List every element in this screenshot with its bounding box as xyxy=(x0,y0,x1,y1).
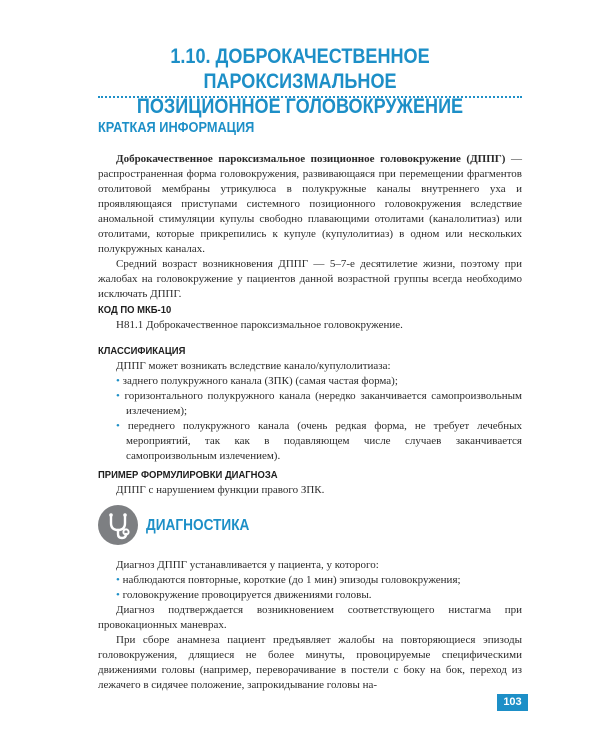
example-body xyxy=(98,483,522,498)
list-item-text: переднего полукружного канала (очень редкая форма, не требует лечебных мероприятий, так как в подавляющем числе случаев заканчивается самопроизвольным излечением). xyxy=(126,420,523,462)
icd-body xyxy=(98,318,522,333)
confirm-paragraph: Диагноз подтверждается возникновением соответствующего нистагма при провокационных маневрах. xyxy=(98,604,522,631)
list-item-text: головокружение провоцируется движениями головы. xyxy=(122,589,372,601)
example-text: ДППГ с нарушением функции правого ЗПК. xyxy=(116,484,325,496)
bullet-icon: • xyxy=(116,589,120,601)
definition-text: — распространенная форма головокружения, развивающаяся при перемещении фрагментов отолитовой мембраны утрикулюса в полукружные каналы внутреннего уха и проявляющаяся приступами системного позиционного головокружения вследствие аномальной стимуляции купулы свободно плавающими отолитами (каналолитиаз) или отолитами, которые прикрепились к купуле (купулолитиаз) в одном или нескольких полукружных каналах. xyxy=(98,153,522,255)
chapter-title-line-1: 1.10. ДОБРОКАЧЕСТВЕННОЕ ПАРОКСИЗМАЛЬНОЕ xyxy=(170,45,430,93)
bullet-icon: • xyxy=(116,375,120,387)
summary-body xyxy=(98,152,522,302)
anamnesis-paragraph: При сборе анамнеза пациент предъявляет жалобы на повторяющиеся эпизоды головокружения, длящиеся не более минуты, провоцируемые специфическими движениями головы (например, переворачивание в постели с боку на бок, переход из лежачего в сидячее положение, запрокидывание головы на- xyxy=(98,634,522,691)
title-divider xyxy=(98,96,522,98)
page-number: 103 xyxy=(497,694,528,711)
classification-intro: ДППГ может возникать вследствие канало/купулолитиаза: xyxy=(116,360,391,372)
list-item-text: горизонтального полукружного канала (нередко заканчивается самопроизвольным излечением); xyxy=(124,390,522,417)
diagnostics-heading: ДИАГНОСТИКА xyxy=(146,517,250,534)
stethoscope-icon xyxy=(98,505,138,545)
example-heading: ПРИМЕР ФОРМУЛИРОВКИ ДИАГНОЗА xyxy=(98,469,278,481)
list-item-text: наблюдаются повторные, короткие (до 1 мин) эпизоды головокружения; xyxy=(122,574,461,586)
diagnostics-list xyxy=(98,573,522,603)
icd-text: H81.1 Доброкачественное пароксизмальное головокружение. xyxy=(116,319,403,331)
list-item xyxy=(116,389,522,419)
list-item xyxy=(116,419,522,464)
diagnostics-body xyxy=(98,558,522,693)
list-item xyxy=(116,374,522,389)
classification-body xyxy=(98,359,522,464)
list-item xyxy=(116,588,522,603)
list-item-text: заднего полукружного канала (ЗПК) (самая частая форма); xyxy=(122,375,398,387)
bullet-icon: • xyxy=(116,574,120,586)
chapter-title-line-2: ПОЗИЦИОННОЕ ГОЛОВОКРУЖЕНИЕ xyxy=(136,95,464,118)
age-paragraph: Средний возраст возникновения ДППГ — 5–7-е десятилетие жизни, поэтому при жалобах на головокружение у пациентов данной возрастной группы всегда необходимо исключать ДППГ. xyxy=(98,258,522,300)
definition-term: Доброкачественное пароксизмальное позиционное головокружение (ДППГ) xyxy=(116,153,506,165)
chapter-title xyxy=(94,44,507,119)
classification-list xyxy=(98,374,522,464)
definition-paragraph xyxy=(98,152,522,257)
bullet-icon: • xyxy=(116,420,120,432)
summary-heading: КРАТКАЯ ИНФОРМАЦИЯ xyxy=(98,120,255,136)
list-item xyxy=(116,573,522,588)
icd-heading: КОД ПО МКБ-10 xyxy=(98,304,172,316)
classification-heading: КЛАССИФИКАЦИЯ xyxy=(98,345,186,357)
diagnostics-intro: Диагноз ДППГ устанавливается у пациента, у которого: xyxy=(116,559,379,571)
bullet-icon: • xyxy=(116,390,120,402)
